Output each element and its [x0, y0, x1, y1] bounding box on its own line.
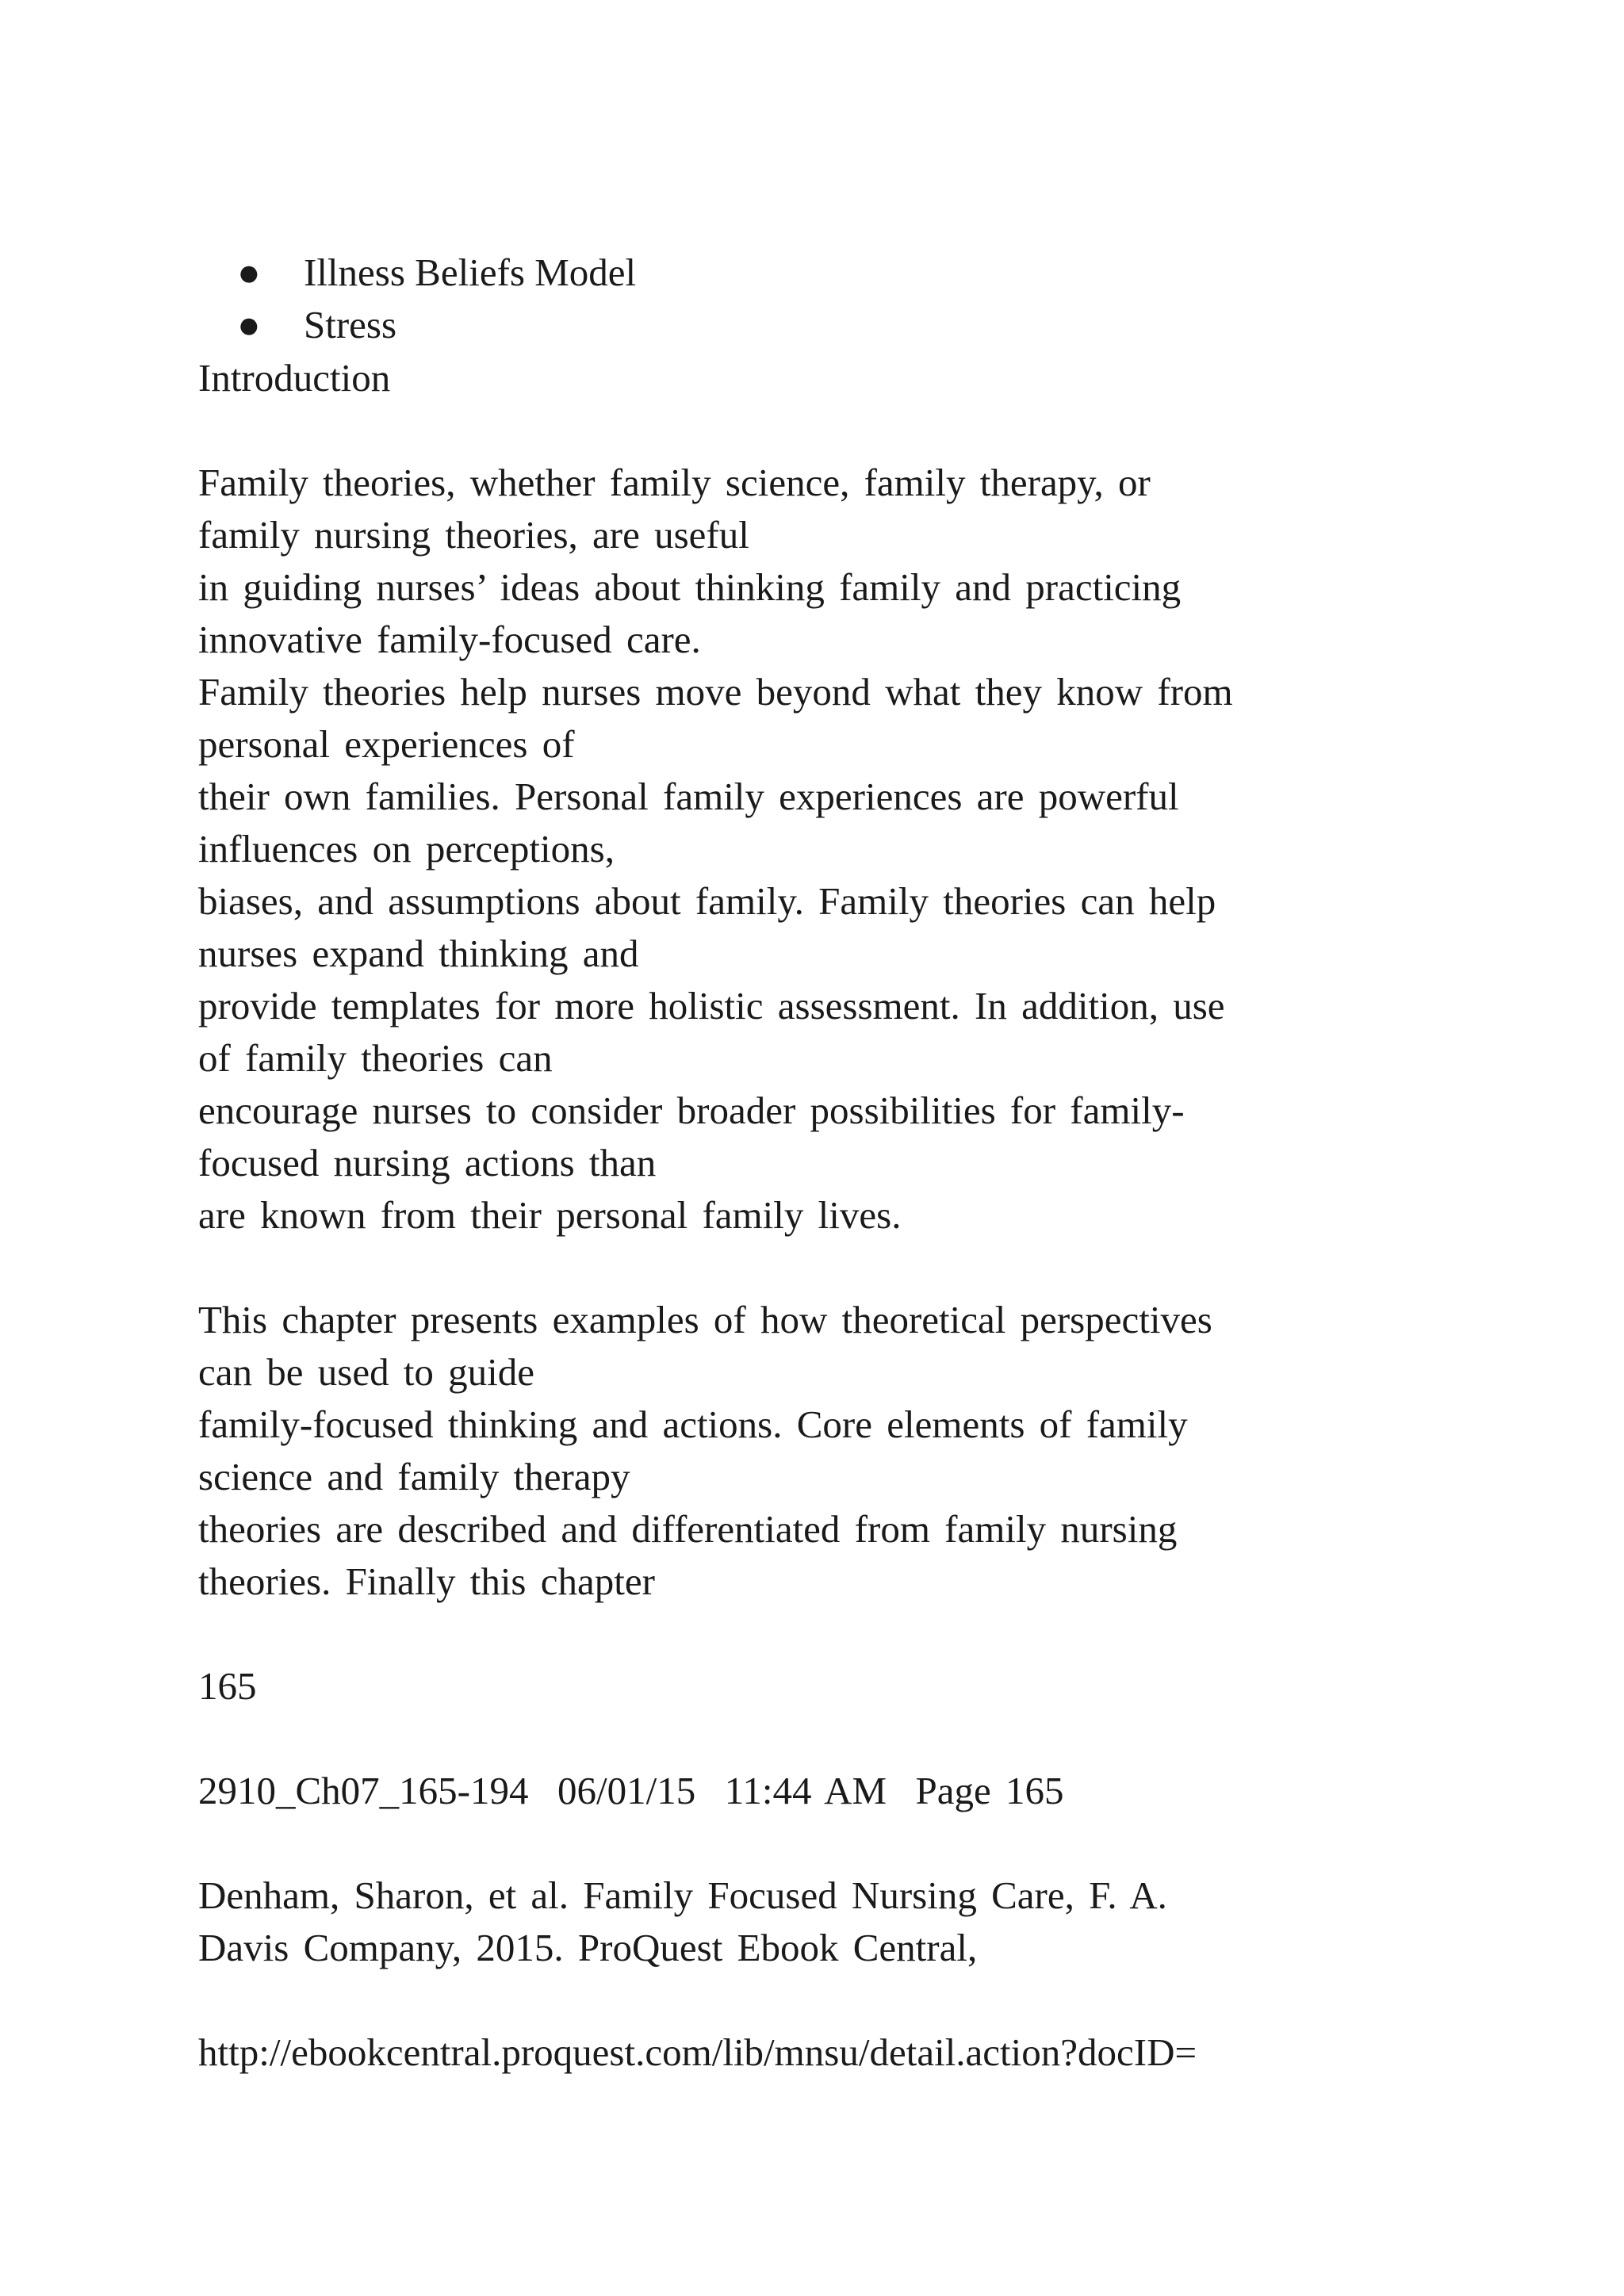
paragraph-line: can be used to guide: [198, 1350, 535, 1394]
bullet-icon: ●: [237, 251, 261, 294]
bullet-text: Illness Beliefs Model: [304, 251, 637, 294]
paragraph-line: in guiding nurses’ ideas about thinking family and practicing: [198, 565, 1182, 609]
page-number: 165: [198, 1664, 257, 1708]
paragraph-line: biases, and assumptions about family. Family theories can help: [198, 879, 1216, 923]
paragraph-line: their own families. Personal family experiences are powerful: [198, 775, 1179, 818]
paragraph-line: nurses expand thinking and: [198, 932, 639, 975]
file-info: 2910_Ch07_165-194 06/01/15 11:44 AM Page 165: [198, 1769, 1064, 1812]
paragraph-line: influences on perceptions,: [198, 827, 615, 871]
paragraph-line: Family theories, whether family science, family therapy, or: [198, 461, 1151, 504]
paragraph-line: provide templates for more holistic assessment. In addition, use: [198, 984, 1225, 1027]
paragraph-line: This chapter presents examples of how theoretical perspectives: [198, 1298, 1212, 1341]
citation-line: Davis Company, 2015. ProQuest Ebook Central,: [198, 1926, 978, 1969]
bullet-icon: ●: [237, 303, 261, 346]
paragraph-line: theories. Finally this chapter: [198, 1559, 655, 1603]
paragraph-line: science and family therapy: [198, 1455, 630, 1498]
citation-url: http://ebookcentral.proquest.com/lib/mnsu/detail.action?docID=: [198, 2030, 1197, 2074]
paragraph-line: personal experiences of: [198, 722, 575, 766]
paragraph-line: family-focused thinking and actions. Core elements of family: [198, 1402, 1188, 1446]
paragraph-line: innovative family-focused care.: [198, 618, 701, 661]
paragraph-line: encourage nurses to consider broader possibilities for family-: [198, 1089, 1185, 1132]
bullet-text: Stress: [304, 303, 397, 346]
paragraph-line: family nursing theories, are useful: [198, 513, 749, 557]
paragraph-line: Family theories help nurses move beyond what they know from: [198, 670, 1233, 714]
paragraph-line: focused nursing actions than: [198, 1141, 657, 1184]
citation-line: Denham, Sharon, et al. Family Focused Nursing Care, F. A.: [198, 1873, 1167, 1917]
section-heading: Introduction: [198, 356, 391, 400]
paragraph-line: theories are described and differentiated from family nursing: [198, 1507, 1178, 1551]
paragraph-line: of family theories can: [198, 1036, 553, 1080]
paragraph-line: are known from their personal family lives.: [198, 1193, 902, 1237]
